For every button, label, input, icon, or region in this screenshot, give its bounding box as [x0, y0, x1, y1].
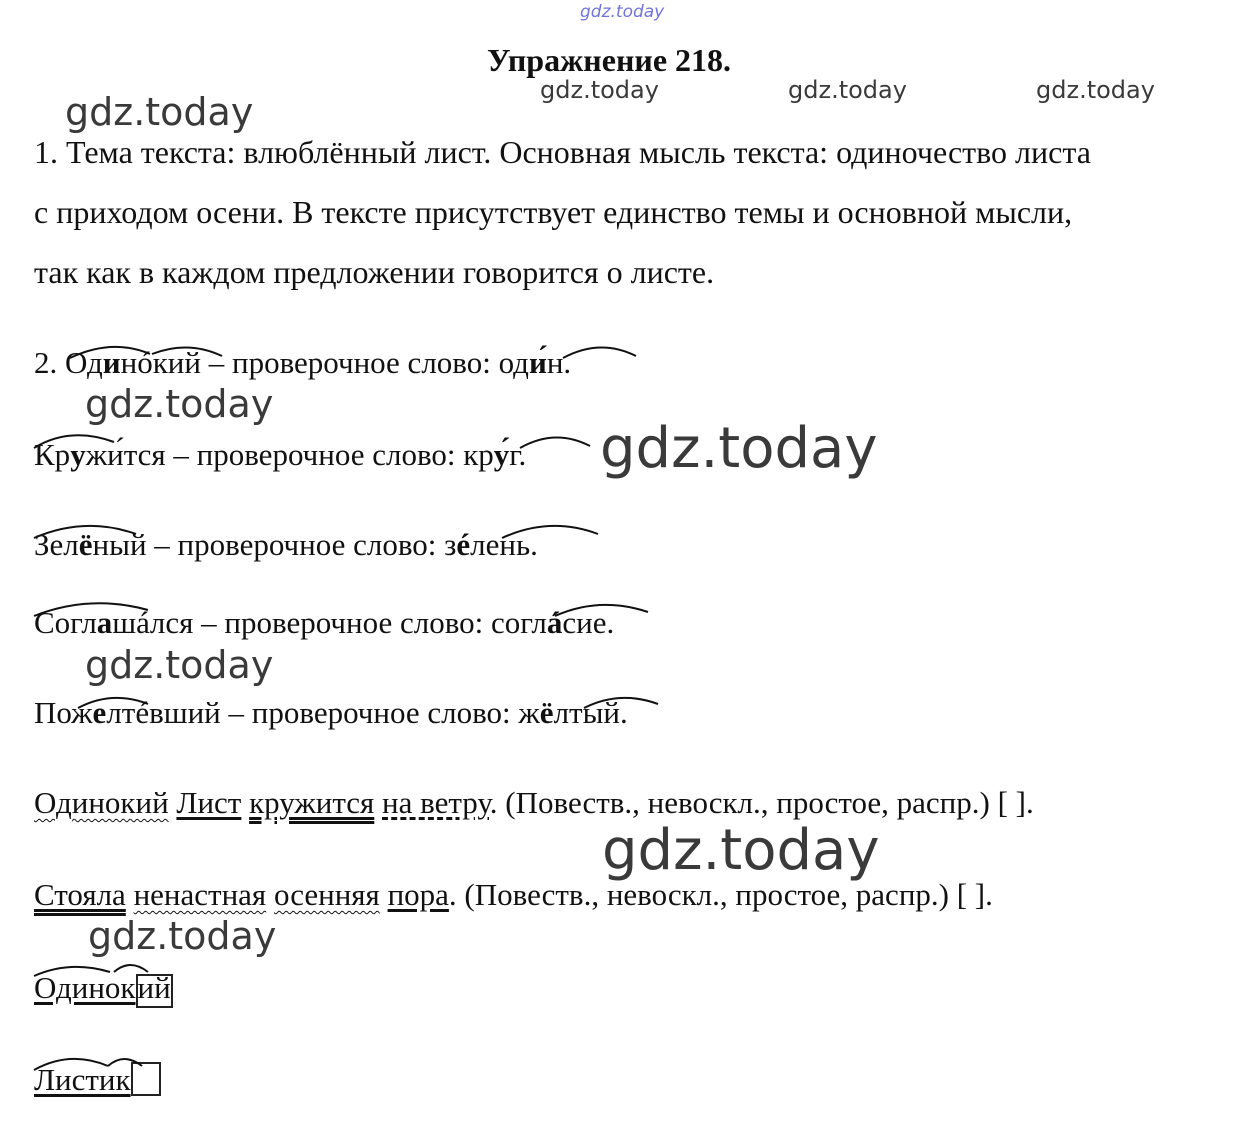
check-word-odin: оди́н. — [498, 345, 572, 380]
watermark-left-1: gdz.today — [65, 90, 254, 134]
watermark-header-2: gdz.today — [788, 76, 907, 104]
check-word-krug: кру́г. — [463, 437, 527, 472]
check-word-zelen: зéлень. — [444, 527, 538, 562]
word-pozheltevshiy: Пожелтéвший — [34, 695, 221, 730]
analysis-line-2 — [34, 437, 526, 473]
morph-word-2 — [34, 1062, 161, 1098]
analysis-line-3 — [34, 527, 538, 563]
page-title: Упражнение 218. — [487, 42, 732, 78]
analysis-line-5 — [34, 695, 628, 731]
watermark-left-4: gdz.today — [88, 914, 277, 958]
watermark-left-3: gdz.today — [85, 643, 274, 687]
morph-word-2-base: Листик — [34, 1062, 131, 1097]
sentence-1-subject: Лист — [176, 785, 242, 820]
sentence-2-subject: пора — [387, 877, 449, 912]
separator: – проверочное слово: — [193, 605, 492, 640]
morph-word-1-base: Одинок — [34, 970, 136, 1005]
sentence-1-attribute: Одинокий — [34, 785, 169, 820]
sentence-2-description: . (Повеств., невоскл., простое, распр.) [ ]. — [448, 877, 993, 912]
analysis-line-4 — [34, 605, 614, 641]
sentence-2-attribute-2: осенняя — [273, 877, 380, 912]
morph-word-1-ending: ий — [136, 974, 173, 1008]
sentence-2 — [34, 877, 993, 913]
separator: – проверочное слово: — [146, 527, 445, 562]
separator: – проверочное слово: — [220, 695, 519, 730]
analysis-line-1 — [34, 345, 571, 381]
watermark-inline: gdz.today — [600, 416, 878, 481]
sentence-1-predicate: кружится — [249, 785, 375, 820]
root-arc-krug — [520, 437, 590, 448]
watermark-header-1: gdz.today — [540, 76, 659, 104]
separator: – проверочное слово: — [200, 345, 499, 380]
task-1 — [34, 122, 1091, 302]
word-kruzhitsya: Кружи́тся — [34, 437, 166, 472]
task-1-line-2: с приходом осени. В тексте присутствует единство темы и основной мысли, — [34, 194, 1073, 230]
watermark-left-2: gdz.today — [85, 382, 274, 426]
word-soglashalsya: Соглашáлся — [34, 605, 194, 640]
task-2-number: 2. — [34, 345, 65, 380]
root-arc-odin — [563, 347, 636, 358]
check-word-soglasie: соглáсие. — [491, 605, 615, 640]
sentence-2-attribute-1: ненастная — [133, 877, 267, 912]
word-zelenyy: Зелёный — [34, 527, 147, 562]
sentence-1-adverbial: на ветру — [382, 785, 490, 820]
sentence-1 — [34, 785, 1034, 821]
task-1-line-3: так как в каждом предложении говорится о листе. — [34, 254, 715, 290]
morph-word-1 — [34, 970, 173, 1008]
sentence-1-description: . (Повеств., невоскл., простое, распр.) [ ]. — [489, 785, 1034, 820]
separator: – проверочное слово: — [165, 437, 464, 472]
morph-word-2-empty-ending — [131, 1062, 161, 1096]
sentence-2-predicate: Стояла — [34, 877, 126, 912]
watermark-top: gdz.today — [580, 2, 665, 22]
task-1-line-1: 1. Тема текста: влюблённый лист. Основная мысль текста: одиночество листа — [34, 134, 1091, 170]
watermark-header-3: gdz.today — [1036, 76, 1155, 104]
check-word-zheltyy: жёлтый. — [518, 695, 628, 730]
watermark-center: gdz.today — [602, 818, 880, 883]
word-odinokiy: Одинóкий — [65, 345, 201, 380]
